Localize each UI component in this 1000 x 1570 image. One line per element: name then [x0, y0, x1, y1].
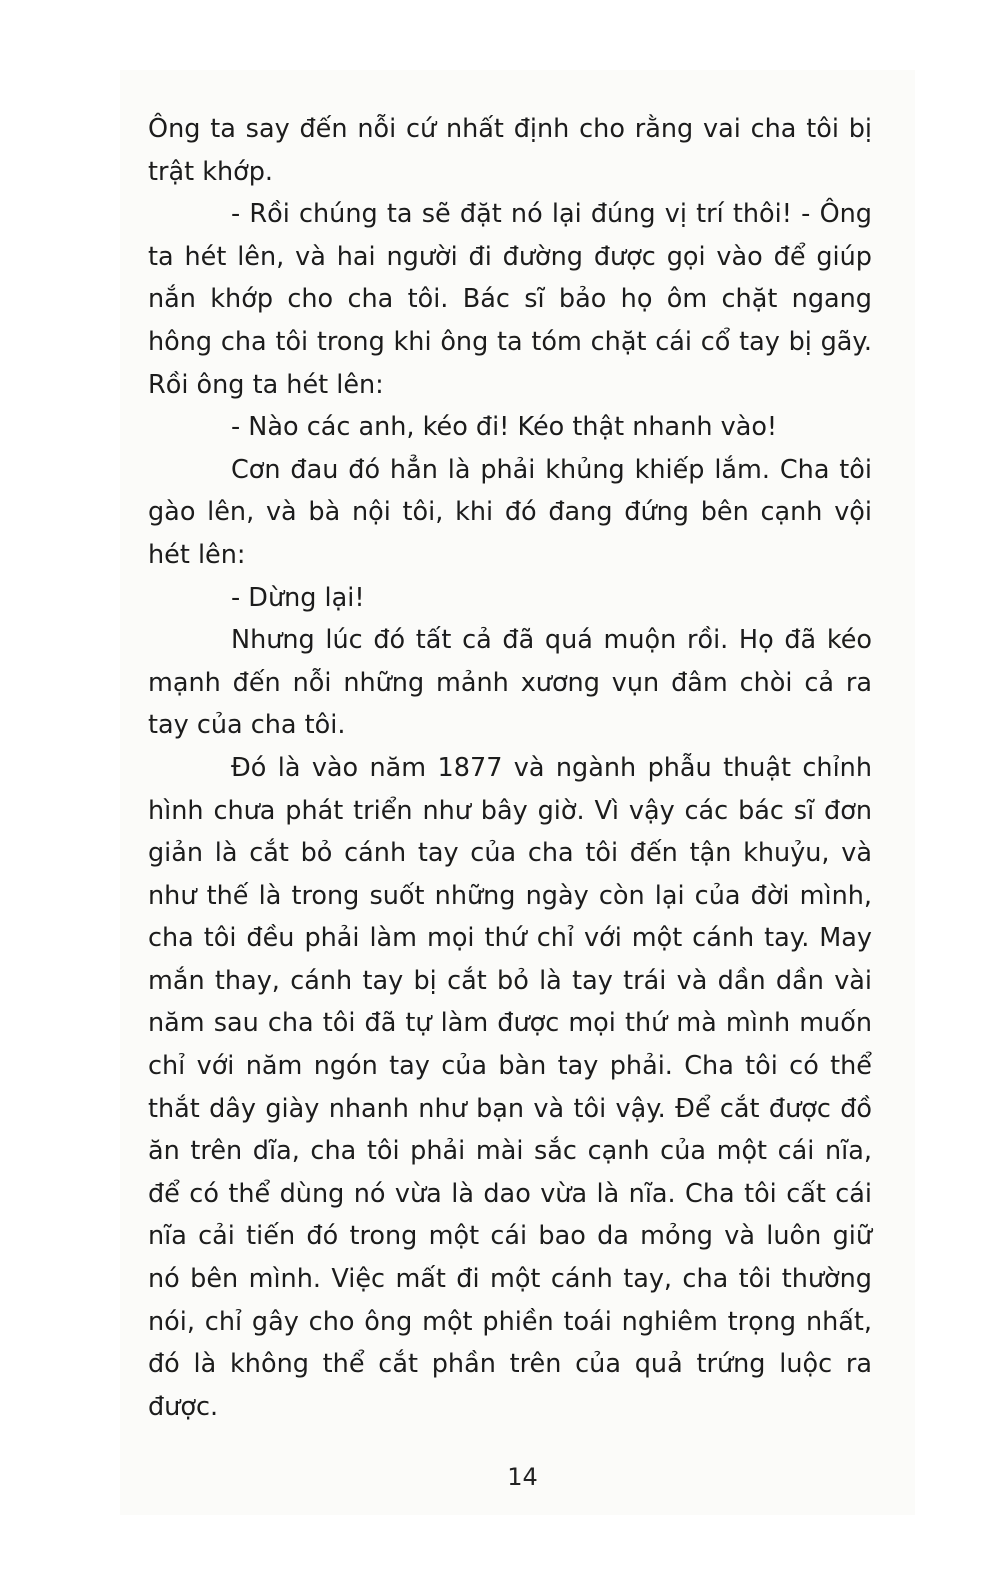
paragraph-4: Cơn đau đó hẳn là phải khủng khiếp lắm. Cha tôi gào lên, và bà nội tôi, khi đó đang đứng bên cạnh vội hét lên: [148, 454, 872, 570]
paragraph-1: Ông ta say đến nỗi cứ nhất định cho rằng vai cha tôi bị trật khớp. [148, 114, 872, 187]
paragraph-6: Nhưng lúc đó tất cả đã quá muộn rồi. Họ đã kéo mạnh đến nỗi những mảnh xương vụn đâm chòi cả ra tay của cha tôi. [148, 625, 872, 741]
page-number: 14 [507, 1463, 538, 1491]
body-text [148, 108, 872, 1428]
paragraph-2: - Rồi chúng ta sẽ đặt nó lại đúng vị trí thôi! - Ông ta hét lên, và hai người đi đường được gọi vào để giúp nắn khớp cho cha tôi. Bác sĩ bảo họ ôm chặt ngang hông cha tôi trong khi ông ta tóm chặt cái cổ tay bị gãy. Rồi ông ta hét lên: [148, 199, 872, 400]
paragraph-3: - Nào các anh, kéo đi! Kéo thật nhanh vào! [231, 412, 778, 443]
paragraph-7: Đó là vào năm 1877 và ngành phẫu thuật chỉnh hình chưa phát triển như bây giờ. Vì vậy các bác sĩ đơn giản là cắt bỏ cánh tay của cha tôi đến tận khuỷu, và như thế là trong suốt những ngày còn lại của đời mình, cha tôi đều phải làm mọi thứ chỉ với một cánh tay. May mắn thay, cánh tay bị cắt bỏ là tay trái và dần dần vài năm sau cha tôi đã tự làm được mọi thứ mà mình muốn chỉ với năm ngón tay của bàn tay phải. Cha tôi có thể thắt dây giày nhanh như bạn và tôi vậy. Để cắt được đồ ăn trên dĩa, cha tôi phải mài sắc cạnh của một cái nĩa, để có thể dùng nó vừa là dao vừa là nĩa. Cha tôi cất cái nĩa cải tiến đó trong một cái bao da mỏng và luôn giữ nó bên mình. Việc mất đi một cánh tay, cha tôi thường nói, chỉ gây cho ông một phiền toái nghiêm trọng nhất, đó là không thể cắt phần trên của quả trứng luộc ra được. [148, 752, 872, 1422]
paragraph-5: - Dừng lại! [231, 582, 365, 613]
